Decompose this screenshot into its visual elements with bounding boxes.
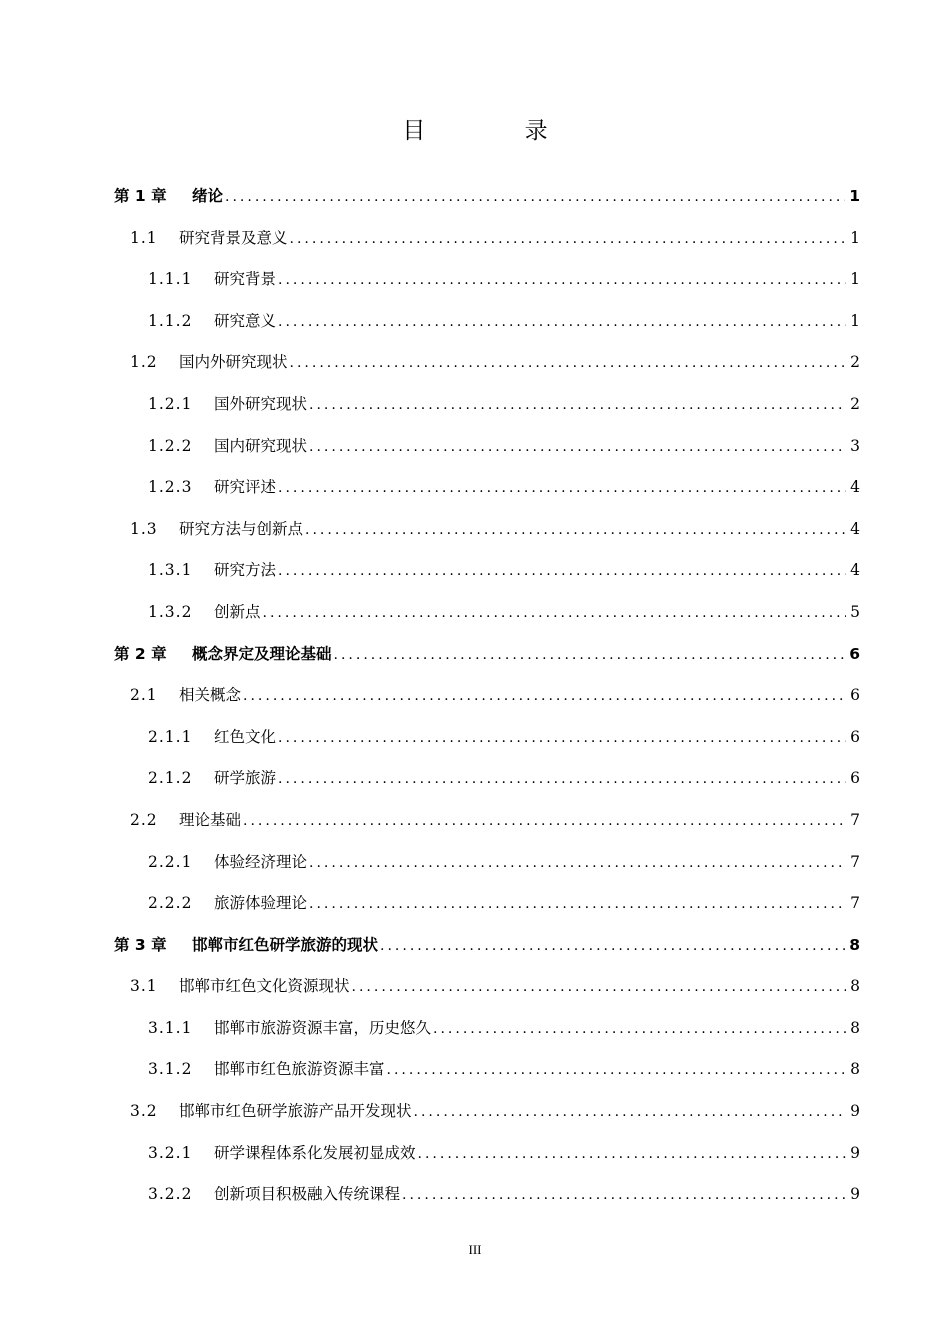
toc-entry-number: 1.2.1 [148, 394, 193, 413]
toc-entry-label: 研究方法 [214, 561, 277, 580]
toc-entry-label: 红色文化 [214, 727, 277, 746]
toc-leader-dots [263, 593, 847, 635]
toc-entry-label: 体验经济理论 [214, 852, 308, 871]
table-of-contents [114, 176, 860, 1216]
toc-entry-page: 8 [850, 1060, 860, 1079]
toc-entry[interactable] [114, 218, 860, 260]
toc-entry-number: 1.3.2 [148, 602, 193, 621]
toc-entry-label: 研究方法与创新点 [179, 519, 304, 538]
toc-entry[interactable] [114, 426, 860, 468]
toc-entry-page: 7 [850, 810, 860, 829]
toc-entry[interactable] [114, 675, 860, 717]
toc-entry[interactable] [114, 925, 860, 967]
toc-entry-page: 7 [850, 894, 860, 913]
toc-entry-page: 2 [850, 394, 860, 413]
toc-entry-number: 1.1.2 [148, 311, 193, 330]
toc-entry-page: 8 [850, 977, 860, 996]
toc-entry[interactable] [114, 758, 860, 800]
toc-entry-label: 邯郸市红色旅游资源丰富 [214, 1060, 385, 1079]
toc-entry-number: 2.2.1 [148, 852, 193, 871]
toc-entry-number: 2.2 [130, 810, 158, 829]
toc-entry-page: 9 [850, 1143, 860, 1162]
toc-entry-label: 邯郸市红色文化资源现状 [179, 977, 350, 996]
toc-entry[interactable] [114, 1091, 860, 1133]
toc-leader-dots [243, 676, 846, 718]
toc-entry-page: 9 [850, 1185, 860, 1204]
toc-leader-dots [309, 385, 846, 427]
page-title: 目 录 [402, 118, 594, 144]
toc-entry-label: 邯郸市红色研学旅游的现状 [192, 935, 379, 954]
toc-leader-dots [305, 510, 846, 552]
toc-entry-number: 3.1.1 [148, 1018, 193, 1037]
toc-entry-label: 邯郸市红色研学旅游产品开发现状 [179, 1102, 412, 1121]
toc-entry-number: 1.1.1 [148, 270, 193, 289]
toc-leader-dots [278, 759, 846, 801]
toc-entry-label: 研学旅游 [214, 769, 277, 788]
toc-entry[interactable] [114, 259, 860, 301]
toc-entry-label: 研学课程体系化发展初显成效 [214, 1143, 416, 1162]
toc-entry[interactable] [114, 1049, 860, 1091]
toc-entry-number: 3.1 [130, 977, 158, 996]
toc-entry[interactable] [114, 1008, 860, 1050]
toc-entry-page: 6 [850, 769, 860, 788]
toc-entry-page: 6 [850, 727, 860, 746]
toc-entry-page: 5 [850, 602, 860, 621]
toc-entry-label: 国内外研究现状 [179, 353, 288, 372]
toc-entry[interactable] [114, 800, 860, 842]
page-number: III [468, 1242, 482, 1257]
toc-entry-label: 研究背景及意义 [179, 228, 288, 247]
toc-leader-dots [243, 801, 846, 843]
toc-entry-number: 2.1.1 [148, 727, 193, 746]
toc-entry-page: 8 [850, 1018, 860, 1037]
toc-entry-label: 国内研究现状 [214, 436, 308, 455]
toc-leader-dots [278, 551, 846, 593]
toc-entry-number: 第 3 章 [114, 935, 167, 954]
toc-leader-dots [414, 1092, 847, 1134]
toc-entry-page: 1 [849, 187, 860, 205]
toc-entry-label: 创新项目积极融入传统课程 [214, 1185, 401, 1204]
toc-entry-label: 旅游体验理论 [214, 894, 308, 913]
toc-entry[interactable] [114, 550, 860, 592]
toc-leader-dots [290, 343, 847, 385]
toc-entry[interactable] [114, 634, 860, 676]
toc-entry-page: 3 [850, 436, 860, 455]
toc-leader-dots [380, 926, 845, 968]
toc-leader-dots [278, 468, 846, 510]
toc-entry-page: 9 [850, 1102, 860, 1121]
toc-entry[interactable] [114, 384, 860, 426]
toc-entry-number: 3.1.2 [148, 1060, 193, 1079]
toc-entry[interactable] [114, 301, 860, 343]
toc-entry-label: 研究评述 [214, 478, 277, 497]
toc-entry[interactable] [114, 717, 860, 759]
toc-leader-dots [433, 1009, 846, 1051]
toc-entry-label: 概念界定及理论基础 [192, 644, 332, 663]
toc-leader-dots [309, 843, 846, 885]
toc-entry-number: 1.2.3 [148, 478, 193, 497]
toc-entry-number: 3.2.1 [148, 1143, 193, 1162]
toc-entry-number: 1.3 [130, 519, 158, 538]
toc-entry-number: 2.1 [130, 686, 158, 705]
toc-leader-dots [278, 260, 846, 302]
toc-entry[interactable] [114, 176, 860, 218]
toc-entry[interactable] [114, 467, 860, 509]
toc-entry-label: 创新点 [214, 602, 261, 621]
toc-entry-page: 1 [850, 228, 860, 247]
toc-entry-page: 4 [850, 478, 860, 497]
toc-entry-page: 8 [849, 935, 860, 954]
toc-entry-number: 第 2 章 [114, 644, 167, 663]
toc-entry-page: 2 [850, 353, 860, 372]
toc-entry-number: 2.1.2 [148, 769, 193, 788]
toc-entry-label: 国外研究现状 [214, 394, 308, 413]
toc-entry-page: 6 [850, 686, 860, 705]
toc-leader-dots [290, 219, 847, 261]
toc-entry-label: 邯郸市旅游资源丰富，历史悠久 [214, 1018, 432, 1037]
toc-entry[interactable] [114, 1174, 860, 1216]
toc-entry-label: 理论基础 [179, 810, 242, 829]
toc-entry-page: 4 [850, 519, 860, 538]
toc-entry-number: 2.2.2 [148, 894, 193, 913]
toc-entry[interactable] [114, 966, 860, 1008]
toc-entry[interactable] [114, 842, 860, 884]
toc-entry-number: 第 1 章 [114, 187, 167, 205]
toc-leader-dots [334, 635, 846, 677]
toc-leader-dots [309, 884, 846, 926]
toc-entry-label: 研究意义 [214, 311, 277, 330]
toc-entry-page: 1 [850, 270, 860, 289]
toc-entry-number: 1.2.2 [148, 436, 193, 455]
toc-entry[interactable] [114, 509, 860, 551]
toc-entry-page: 4 [850, 561, 860, 580]
toc-leader-dots [402, 1175, 846, 1217]
toc-leader-dots [225, 177, 845, 219]
toc-entry[interactable] [114, 342, 860, 384]
toc-entry-page: 7 [850, 852, 860, 871]
toc-entry-number: 1.2 [130, 353, 158, 372]
toc-entry-page: 6 [849, 644, 860, 663]
toc-entry-number: 3.2.2 [148, 1185, 193, 1204]
toc-leader-dots [309, 427, 846, 469]
toc-entry-number: 1.1 [130, 228, 158, 247]
toc-leader-dots [418, 1134, 847, 1176]
toc-entry-number: 3.2 [130, 1102, 158, 1121]
toc-leader-dots [278, 302, 846, 344]
toc-leader-dots [278, 718, 846, 760]
toc-leader-dots [387, 1050, 847, 1092]
toc-entry[interactable] [114, 592, 860, 634]
toc-entry[interactable] [114, 1133, 860, 1175]
toc-entry-label: 研究背景 [214, 270, 277, 289]
toc-leader-dots [352, 967, 847, 1009]
toc-entry-page: 1 [850, 311, 860, 330]
toc-entry[interactable] [114, 883, 860, 925]
toc-entry-label: 绪论 [192, 187, 224, 205]
toc-entry-number: 1.3.1 [148, 561, 193, 580]
toc-entry-label: 相关概念 [179, 686, 242, 705]
